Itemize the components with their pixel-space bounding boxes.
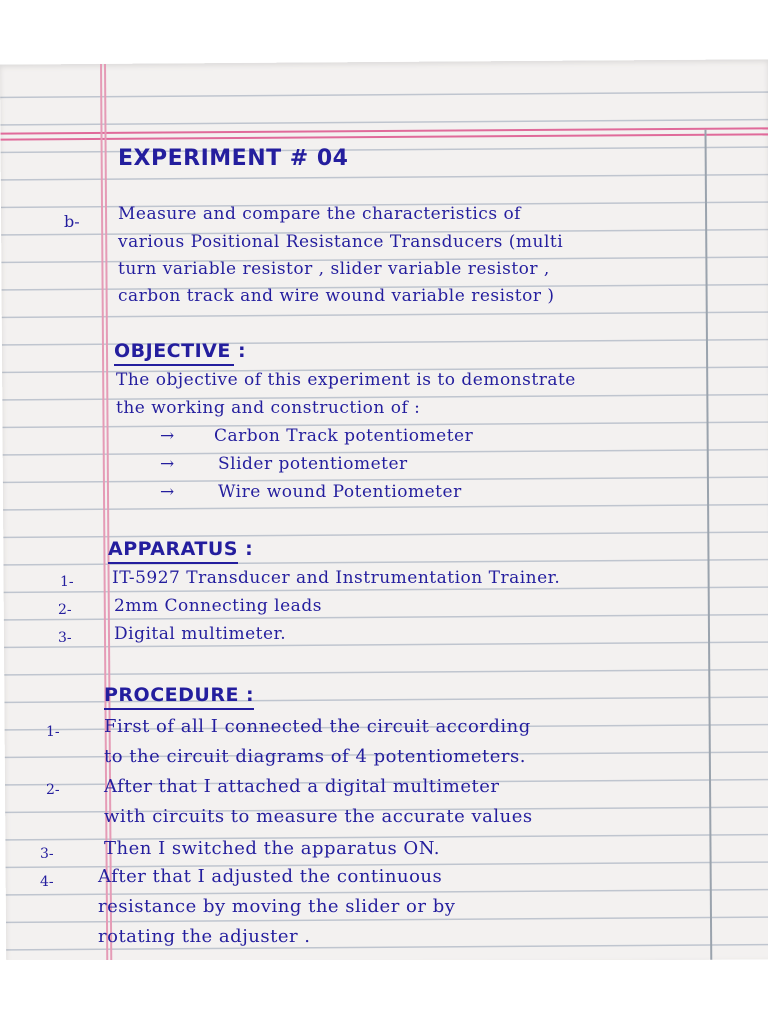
- procedure-num-1: 1-: [46, 724, 60, 740]
- task-line-1: Measure and compare the characteristics of: [118, 204, 521, 224]
- procedure-step-4-line-3: rotating the adjuster .: [98, 926, 311, 947]
- page-title: EXPERIMENT # 04: [118, 146, 349, 171]
- procedure-heading: PROCEDURE :: [104, 684, 255, 706]
- task-line-4: carbon track and wire wound variable resistor ): [118, 286, 555, 306]
- apparatus-num-1: 1-: [60, 574, 74, 590]
- apparatus-num-2: 2-: [58, 602, 72, 618]
- procedure-step-1-line-1: First of all I connected the circuit according: [104, 716, 531, 737]
- procedure-step-2-line-1: After that I attached a digital multimeter: [104, 776, 500, 797]
- apparatus-heading: APPARATUS :: [108, 538, 254, 560]
- task-line-2: various Positional Resistance Transducers (multi: [118, 232, 564, 252]
- objective-item-1: Carbon Track potentiometer: [214, 426, 474, 446]
- objective-item-2: Slider potentiometer: [218, 454, 408, 474]
- procedure-step-1-line-2: to the circuit diagrams of 4 potentiometers.: [104, 746, 526, 767]
- objective-line-2: the working and construction of :: [116, 398, 421, 418]
- procedure-step-4-line-2: resistance by moving the slider or by: [98, 896, 456, 917]
- procedure-step-3-line-1: Then I switched the apparatus ON.: [104, 838, 441, 859]
- apparatus-item-3: Digital multimeter.: [114, 624, 287, 644]
- notebook-page: [0, 59, 768, 964]
- arrow-icon: →: [160, 426, 175, 446]
- arrow-icon: →: [160, 482, 175, 502]
- page-background-bottom: [0, 960, 768, 1024]
- objective-underline: [114, 364, 234, 366]
- objective-item-3: Wire wound Potentiometer: [218, 482, 462, 502]
- arrow-icon: →: [160, 454, 175, 474]
- apparatus-underline: [108, 562, 238, 564]
- task-line-3: turn variable resistor , slider variable resistor ,: [118, 259, 550, 279]
- header-rule-bottom: [1, 133, 768, 140]
- objective-heading: OBJECTIVE :: [114, 340, 247, 362]
- objective-line-1: The objective of this experiment is to demonstrate: [116, 370, 576, 390]
- procedure-step-4-line-1: After that I adjusted the continuous: [98, 866, 443, 887]
- apparatus-item-2: 2mm Connecting leads: [114, 596, 322, 616]
- procedure-num-4: 4-: [40, 874, 54, 890]
- procedure-num-2: 2-: [46, 782, 60, 798]
- right-margin-line: [704, 130, 711, 960]
- apparatus-num-3: 3-: [58, 630, 72, 646]
- apparatus-item-1: IT-5927 Transducer and Instrumentation Trainer.: [112, 568, 561, 588]
- procedure-underline: [104, 708, 254, 710]
- procedure-step-2-line-2: with circuits to measure the accurate values: [104, 806, 533, 827]
- procedure-num-3: 3-: [40, 846, 54, 862]
- task-label: b-: [64, 212, 80, 231]
